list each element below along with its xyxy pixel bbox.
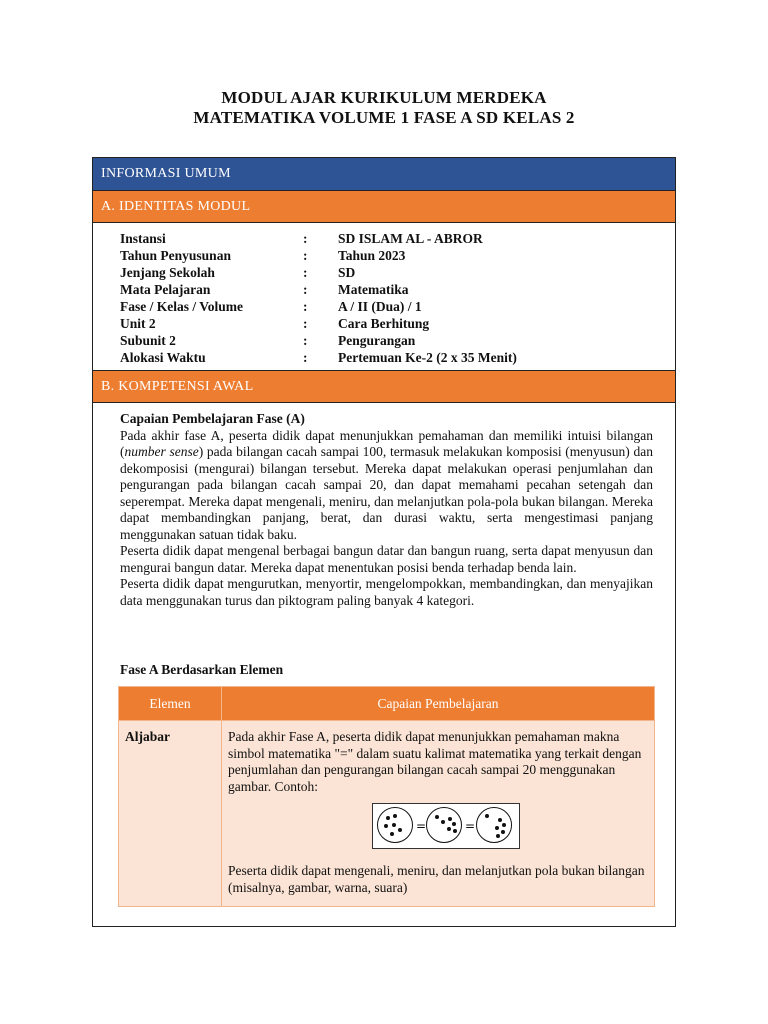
identitas-row <box>120 264 517 281</box>
equals-symbol: = <box>465 819 476 833</box>
identitas-value: Matematika <box>338 282 409 297</box>
identitas-value: Pertemuan Ke-2 (2 x 35 Menit) <box>338 350 517 365</box>
identitas-colon: : <box>303 316 308 331</box>
identitas-key: Tahun Penyusunan <box>120 248 231 263</box>
equals-symbol: = <box>416 819 427 833</box>
elemen-name: Aljabar <box>119 721 222 907</box>
identitas-key: Alokasi Waktu <box>120 350 206 365</box>
capaian-paragraph-1: Pada akhir fase A, peserta didik dapat menunjukkan pemahaman dan memiliki intuisi bilangan (number sense) pada bilangan cacah sampai 100, termasuk melakukan komposisi (menyusun) dan dekomposisi (mengurai) bilangan tersebut. Mereka dapat melakukan operasi penjumlahan dan pengurangan pada bilangan cacah sampai 20, dan dapat memahami pecahan setengah dan seperempat. Mereka dapat mengenali, meniru, dan melanjutkan pola-pola bukan bilangan. Mereka dapat membandingkan panjang, berat, dan durasi waktu, serta mengestimasi panjang menggunakan satuan tidak baku. <box>120 427 653 542</box>
kompetensi-awal-body <box>120 411 653 609</box>
identitas-value: A / II (Dua) / 1 <box>338 299 422 314</box>
table-header-row <box>119 687 655 721</box>
identitas-colon: : <box>303 231 308 246</box>
identitas-row <box>120 281 517 298</box>
identitas-row <box>120 349 517 366</box>
module-frame <box>92 157 676 927</box>
elemen-capaian <box>222 721 655 907</box>
identitas-colon: : <box>303 248 308 263</box>
document-title-line2: MATEMATIKA VOLUME 1 FASE A SD KELAS 2 <box>193 108 575 127</box>
identitas-row <box>120 298 517 315</box>
kompetensi-awal-header: B. KOMPETENSI AWAL <box>93 370 675 403</box>
identitas-row <box>120 247 517 264</box>
identitas-colon: : <box>303 282 308 297</box>
identitas-key: Unit 2 <box>120 316 156 331</box>
identitas-value: Cara Berhitung <box>338 316 430 331</box>
identitas-value: Pengurangan <box>338 333 416 348</box>
capaian-subheading: Capaian Pembelajaran Fase (A) <box>120 411 305 426</box>
identitas-list <box>120 230 517 366</box>
identitas-key: Mata Pelajaran <box>120 282 211 297</box>
identitas-colon: : <box>303 299 308 314</box>
table-row <box>119 721 655 907</box>
identitas-row <box>120 315 517 332</box>
capaian-paragraph-3: Peserta didik dapat mengurutkan, menyortir, mengelompokkan, membandingkan, dan menyajikan data menggunakan turus dan piktogram paling banyak 4 kategori. <box>120 576 653 608</box>
identitas-value: SD ISLAM AL - ABROR <box>338 231 483 246</box>
identitas-key: Fase / Kelas / Volume <box>120 299 244 314</box>
identitas-row <box>120 230 517 247</box>
equality-example-image <box>372 803 520 849</box>
identitas-row <box>120 332 517 349</box>
identitas-colon: : <box>303 333 308 348</box>
identitas-colon: : <box>303 265 308 280</box>
identitas-key: Instansi <box>120 231 166 246</box>
number-sense-term: number sense <box>124 444 199 459</box>
header-capaian: Capaian Pembelajaran <box>222 687 655 721</box>
header-elemen: Elemen <box>119 687 222 721</box>
document-title-line1: MODUL AJAR KURIKULUM MERDEKA <box>221 88 547 107</box>
identitas-modul-header: A. IDENTITAS MODUL <box>93 191 675 223</box>
identitas-key: Subunit 2 <box>120 333 176 348</box>
dot-group-circle <box>476 807 512 843</box>
elemen-table <box>118 686 655 907</box>
dot-group-circle <box>377 807 413 843</box>
aljabar-text-2: Peserta didik dapat mengenali, meniru, dan melanjutkan pola bukan bilangan (misalnya, gambar, warna, suara) <box>228 863 645 895</box>
informasi-umum-header: INFORMASI UMUM <box>93 158 675 191</box>
fase-a-heading: Fase A Berdasarkan Elemen <box>120 662 284 677</box>
identitas-value: SD <box>338 265 356 280</box>
identitas-key: Jenjang Sekolah <box>120 265 215 280</box>
capaian-paragraph-2: Peserta didik dapat mengenal berbagai bangun datar dan bangun ruang, serta dapat menyusun dan mengurai bangun datar. Mereka dapat menentukan posisi benda terhadap benda lain. <box>120 543 653 575</box>
dot-group-circle <box>426 807 462 843</box>
identitas-value: Tahun 2023 <box>338 248 406 263</box>
identitas-colon: : <box>303 350 308 365</box>
aljabar-text-1: Pada akhir Fase A, peserta didik dapat menunjukkan pemahaman makna simbol matematika "=" dalam suatu kalimat matematika yang terkait dengan penjumlahan dan pengurangan bilangan cacah sampai 20 menggunakan gambar. Contoh: <box>228 729 642 794</box>
